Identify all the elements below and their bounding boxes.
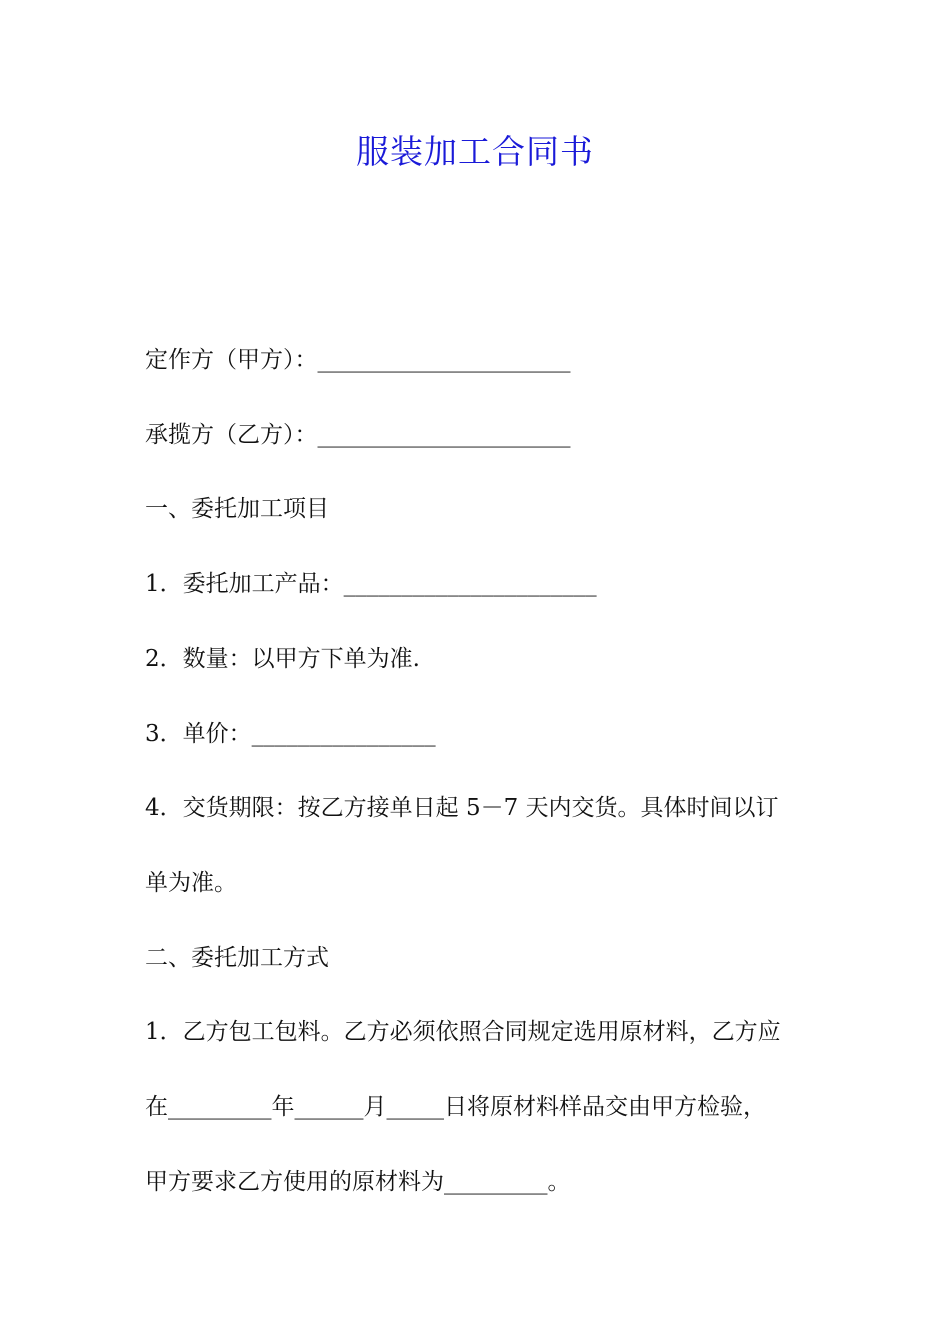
- item-delivery-line: 4．交货期限：按乙方接单日起 5－7 天内交货。具体时间以订: [145, 795, 779, 821]
- item-price-line: 3．单价：________________: [145, 721, 436, 747]
- item-quantity-line: 2．数量：以甲方下单为准.: [145, 646, 420, 672]
- section-one-heading: 一、委托加工项目: [145, 496, 329, 522]
- method-line-2: 在_________年______月_____日将原材料样品交由甲方检验，: [145, 1094, 766, 1120]
- party-a-line: 定作方（甲方）：______________________: [145, 347, 571, 373]
- section-two-heading: 二、委托加工方式: [145, 945, 329, 971]
- party-b-line: 承揽方（乙方）：______________________: [145, 422, 571, 448]
- method-line-1: 1．乙方包工包料。乙方必须依照合同规定选用原材料，乙方应: [145, 1019, 781, 1045]
- method-line-3: 甲方要求乙方使用的原材料为_________。: [145, 1169, 571, 1195]
- item-product-line: 1．委托加工产品：______________________: [145, 571, 597, 597]
- document-title: 服装加工合同书: [356, 132, 594, 171]
- item-delivery-line-cont: 单为准。: [145, 870, 237, 896]
